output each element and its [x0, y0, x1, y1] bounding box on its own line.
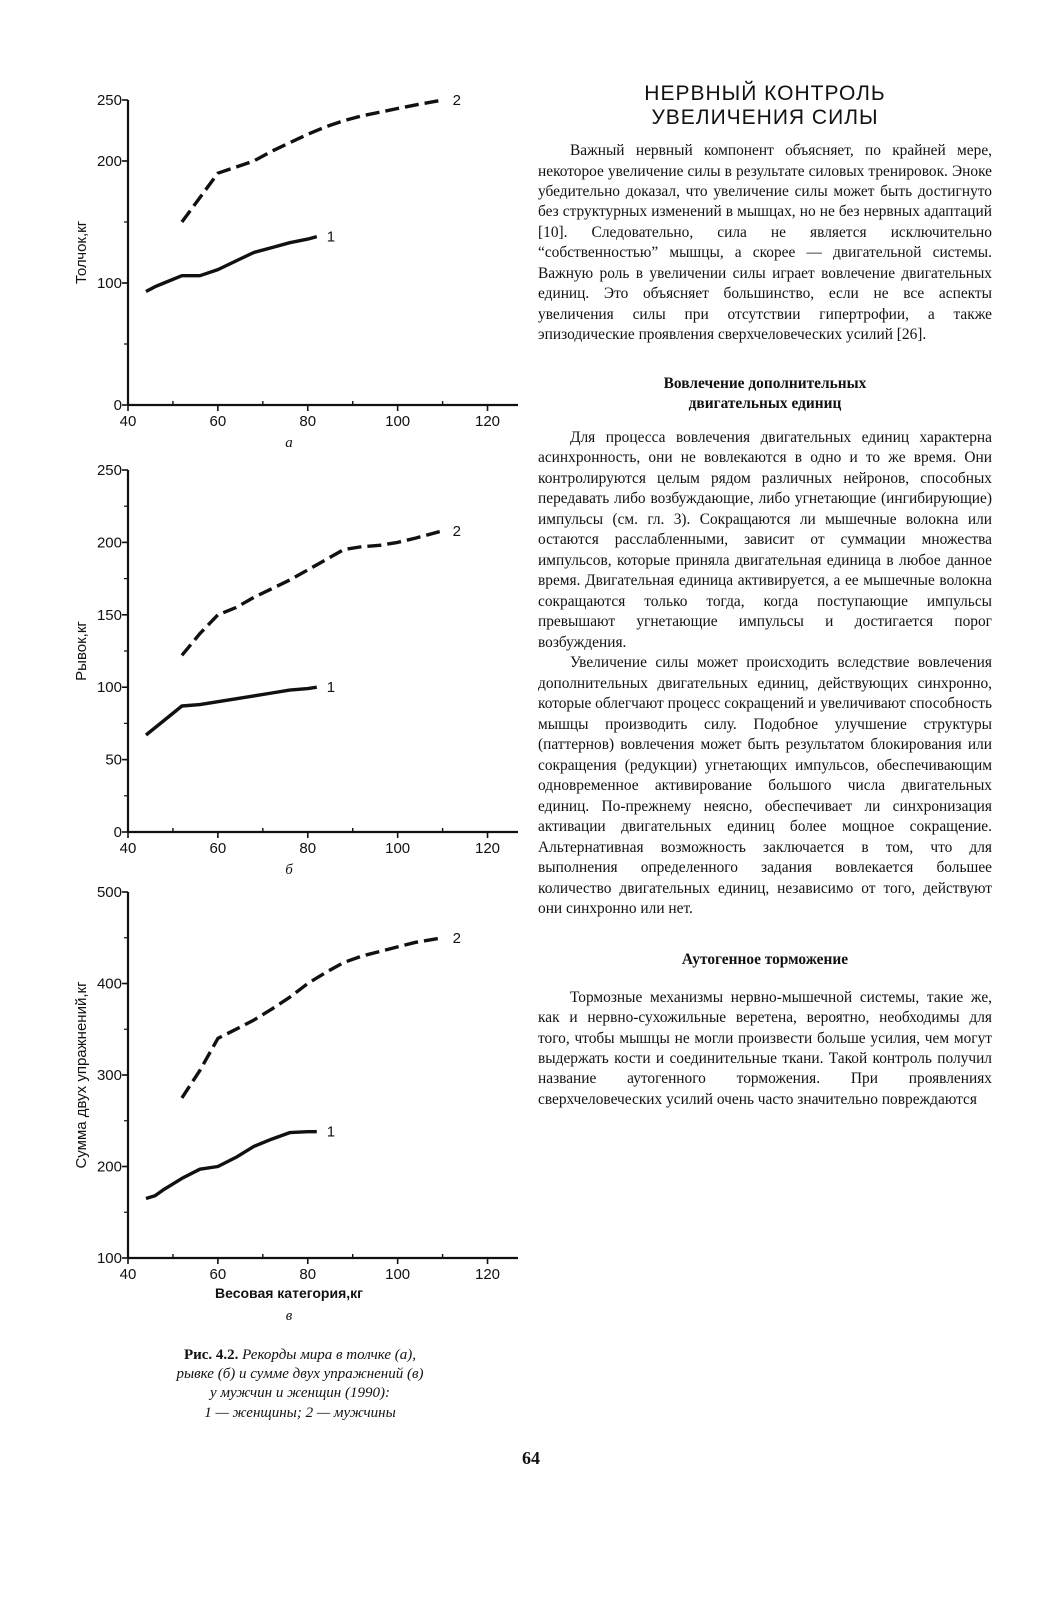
chart-b-snatch: [0, 440, 540, 878]
x-tick-label: 120: [475, 1266, 501, 1283]
x-tick-label: 100: [385, 413, 411, 430]
y-axis-title: Толчок,кг: [73, 220, 90, 285]
panel-letter: а: [285, 435, 293, 451]
figure-caption: [120, 1346, 480, 1423]
x-tick-label: 40: [119, 1266, 137, 1283]
panel-letter: б: [285, 862, 293, 878]
series-label: 2: [452, 929, 461, 947]
subheading-autogenic-inhibition: Аутогенное торможение: [681, 950, 849, 968]
y-tick-label: 300: [96, 1067, 122, 1084]
y-tick-label: 250: [96, 92, 122, 109]
x-tick-label: 60: [209, 1266, 227, 1283]
x-tick-label: 120: [475, 413, 501, 430]
y-tick-label: 50: [105, 751, 122, 769]
series-label: 2: [452, 92, 461, 109]
recruitment-paragraph-1: Для процесса вовлечения двигательных единиц характерна асинхронность, они не вовлекаются в одно и то же время. Они контролируются целым рядом различных нейронов, способных передавать либо возбуждающие, либо угнетающие (ингибирующие) импульсы (см. гл. 3). Сокращаются ли мышечные волокна или остаются расслабленными, зависит от суммации множества импульсов, которые приняла двигательная единица в любое данное время. Двигательная единица активируется, а ее мышечные волокна сокращаются только тогда, когда поступающие импульсы превышают угнетающие импульсы и достигается порог возбуждения.: [538, 428, 992, 651]
y-tick-label: 200: [96, 534, 122, 552]
series-line-2: [182, 938, 443, 1098]
page-number: 64: [522, 1448, 540, 1468]
y-tick-label: 150: [96, 606, 122, 624]
chart-a-clean-and-jerk: [0, 60, 540, 450]
caption-line: 1 — женщины; 2 — мужчины: [204, 1404, 396, 1421]
intro-paragraph: Важный нервный компонент объясняет, по крайней мере, некоторое увеличение силы в результате силовых тренировок. Эноке убедительно доказал, что увеличение силы может быть достигнуто без структурных изменений в мышцах, но не без нервных адаптаций [10]. Следовательно, сила не является исключительно “собственностью” мышцы, а скорее — двигательной системы. Важную роль в увеличении силы играет вовлечение двигательных единиц. Это объясняет большинство, если не все аспекты увеличения силы при отсутствии гипертрофии, а также эпизодические проявления сверхчеловеческих усилий [26].: [538, 142, 992, 344]
series-label: 1: [326, 228, 336, 246]
y-tick-label: 100: [96, 275, 122, 292]
series-line-1: [146, 1132, 317, 1199]
y-axis-title: Сумма двух упражнений,кг: [73, 981, 90, 1169]
section-title-line: НЕРВНЫЙ КОНТРОЛЬ: [644, 82, 886, 105]
text-column: [538, 82, 992, 1110]
caption-line: Рекорды мира в толчке (а),: [242, 1347, 417, 1363]
chart-c-total: [0, 860, 540, 1330]
y-tick-label: 400: [96, 975, 122, 993]
y-tick-label: 500: [96, 884, 122, 901]
x-tick-label: 80: [299, 840, 317, 857]
x-tick-label: 100: [385, 1266, 411, 1283]
series-label: 2: [452, 522, 461, 540]
caption-label: Рис. 4.2.: [183, 1347, 239, 1363]
x-tick-label: 40: [119, 413, 137, 430]
series-line-1: [146, 237, 317, 292]
y-tick-label: 100: [96, 679, 122, 697]
y-tick-label: 100: [96, 1250, 122, 1267]
x-tick-label: 60: [209, 840, 227, 857]
series-label: 1: [326, 679, 336, 697]
x-tick-label: 80: [299, 1266, 317, 1283]
subheading-recruitment: [538, 374, 992, 414]
y-tick-label: 0: [113, 824, 122, 841]
series-line-2: [182, 531, 443, 656]
subheading-line: Вовлечение дополнительных: [663, 374, 867, 392]
x-axis-title: Весовая категория,кг: [214, 1285, 364, 1301]
x-tick-label: 120: [475, 840, 501, 857]
y-tick-label: 0: [113, 397, 122, 414]
panel-letter: в: [285, 1308, 293, 1324]
y-tick-label: 250: [96, 462, 122, 479]
y-tick-label: 200: [96, 1158, 122, 1176]
y-tick-label: 200: [96, 153, 122, 170]
y-axis-title: Рывок,кг: [73, 621, 90, 681]
series-line-2: [182, 100, 443, 222]
autogenic-paragraph: Тормозные механизмы нервно-мышечной системы, такие же, как и нервно-сухожильные веретена, вероятно, необходимы для того, чтобы мышцы не могли произвести больше усилия, чем могут выдержать кости и соединительные ткани. Такой контроль получил название аутогенного торможения. При проявлениях сверхчеловеческих усилий очень часто значительно повреждаются: [538, 988, 992, 1108]
series-line-1: [146, 687, 317, 735]
section-title: [538, 82, 992, 129]
caption-line: у мужчин и женщин (1990):: [210, 1385, 390, 1402]
x-tick-label: 80: [299, 413, 317, 430]
subheading-line: двигательных единиц: [688, 394, 842, 412]
series-label: 1: [326, 1123, 336, 1141]
x-tick-label: 40: [119, 840, 137, 857]
x-tick-label: 60: [209, 413, 227, 430]
x-tick-label: 100: [385, 840, 411, 857]
recruitment-paragraph-2: Увеличение силы может происходить вследствие вовлечения дополнительных двигательных единиц, действующих синхронно, которые облегчают процесс сокращений и увеличивают способность мышцы производить силу. Подобное улучшение структуры (паттернов) вовлечения может быть результатом блокирования или сокращения (редукции) угнетающих импульсов, обеспечивающим одновременное активирование большого числа двигательных единиц. По-прежнему неясно, обеспечивает ли синхронизация активации двигательных единиц более мощное сокращение. Альтернативная возможность заключается в том, что для выполнения определенного задания вовлекается большее количество двигательных единиц, независимо от того, действуют они синхронно или нет.: [538, 654, 992, 918]
section-title-line: УВЕЛИЧЕНИЯ СИЛЫ: [651, 105, 879, 129]
caption-line: рывке (б) и сумме двух упражнений (в): [176, 1366, 424, 1383]
